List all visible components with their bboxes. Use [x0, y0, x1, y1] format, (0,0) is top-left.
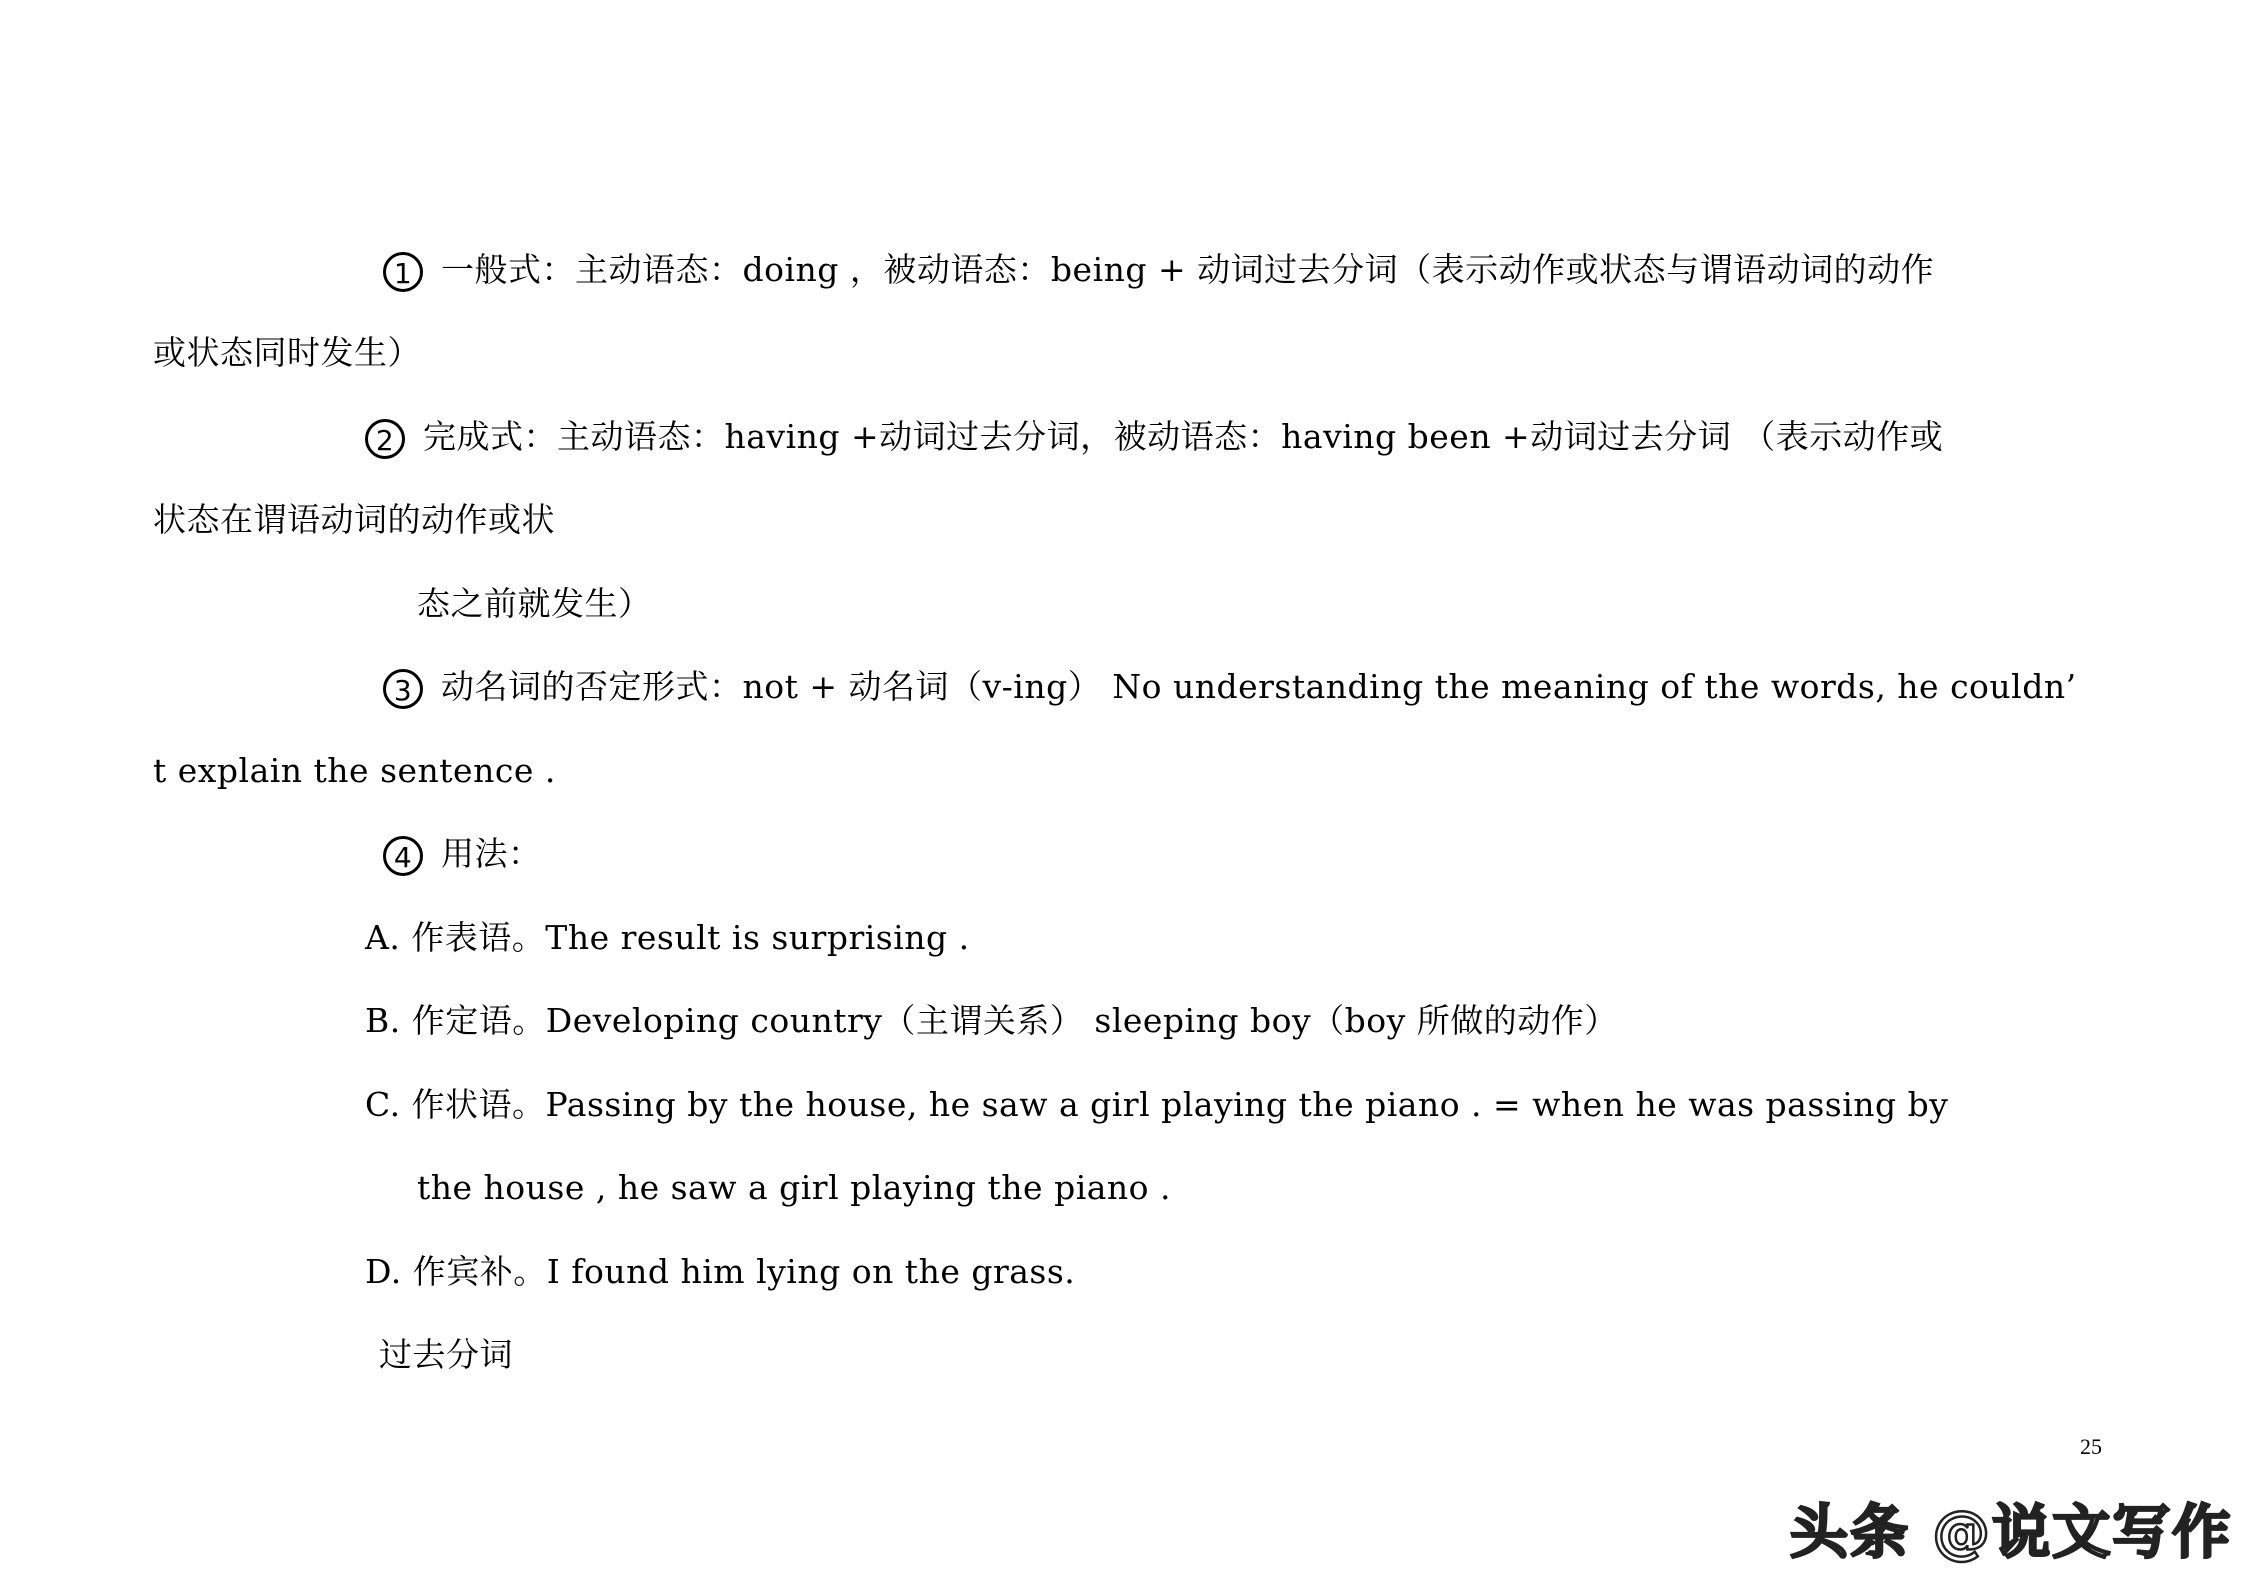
usage-a: A. 作表语。The result is surprising .	[365, 918, 970, 957]
circled-number-2-icon: 2	[365, 419, 405, 459]
item-1-line-1	[383, 250, 1934, 292]
item-3-line-2: t explain the sentence .	[153, 751, 556, 790]
item-2-line-3: 态之前就发生）	[417, 584, 652, 623]
circled-number-3-icon: 3	[383, 669, 423, 709]
usage-b: B. 作定语。Developing country（主谓关系） sleeping boy（boy 所做的动作）	[365, 1001, 1618, 1040]
item-4-heading: 用法：	[441, 834, 542, 873]
item-2-line-1	[365, 417, 1943, 459]
circled-number-4-icon: 4	[383, 836, 423, 876]
item-2-text: 完成式：主动语态：having +动词过去分词，被动语态：having been +动词过去分词 （表示动作或	[423, 417, 1944, 456]
usage-d: D. 作宾补。I found him lying on the grass.	[365, 1252, 1076, 1291]
item-3-text: 动名词的否定形式：not + 动名词（v-ing） No understanding the meaning of the words, he couldn’	[441, 667, 2077, 706]
page-number: 25	[2080, 1434, 2102, 1459]
item-2-line-2: 状态在谓语动词的动作或状	[153, 500, 555, 539]
item-4-line	[383, 834, 542, 876]
usage-c-line-1: C. 作状语。Passing by the house, he saw a girl playing the piano . = when he was passing by	[365, 1085, 1949, 1124]
item-3-line-1	[383, 667, 2077, 709]
watermark-logo: 头条 @说文写作	[1790, 1498, 2233, 1566]
item-1-line-2: 或状态同时发生）	[153, 333, 421, 372]
circled-number-1-icon: 1	[383, 252, 423, 292]
usage-c-line-2: the house , he saw a girl playing the piano .	[417, 1168, 1172, 1207]
item-1-text: 一般式：主动语态：doing ，被动语态：being + 动词过去分词（表示动作或状态与谓语动词的动作	[441, 250, 1935, 289]
section-heading: 过去分词	[379, 1335, 513, 1374]
